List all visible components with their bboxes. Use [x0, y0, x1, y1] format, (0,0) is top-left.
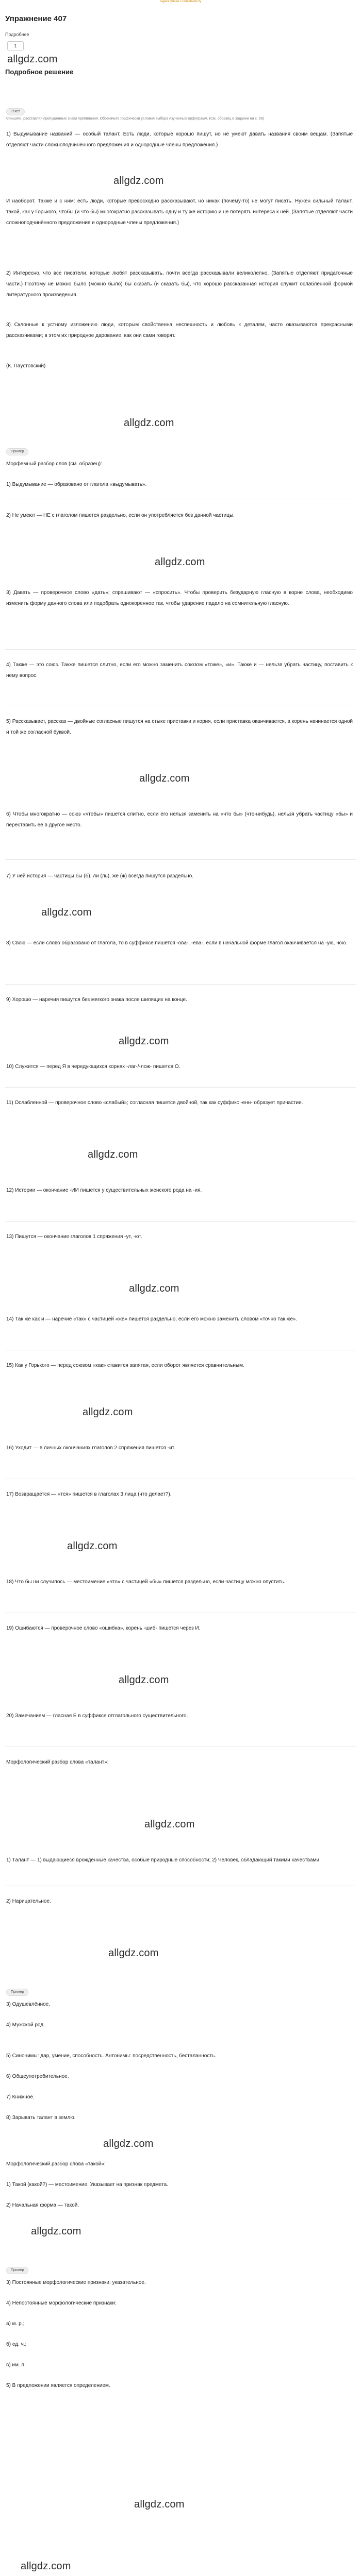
watermark: allgdz.com: [31, 2226, 81, 2237]
paragraph: 1) Выдумывание — образовано от глагола «выдумывать».: [6, 482, 147, 487]
paragraph: 13) Пишутся — окончание глаголов 1 спряжения -ут, -ют.: [6, 1234, 142, 1240]
watermark: allgdz.com: [155, 556, 205, 568]
section-title: Подробное решение: [5, 68, 74, 76]
morph-analysis-label: Пример: [6, 2267, 28, 2274]
divider: [5, 1221, 356, 1222]
divider: [5, 1087, 356, 1088]
watermark: allgdz.com: [7, 54, 58, 65]
paragraph: (К. Паустовский): [6, 363, 46, 369]
paragraph: 7) Книжное.: [6, 2094, 35, 2100]
paragraph: 5) Синонимы: дар, умение, способность. Антонимы: посредственность, бесталанность.: [6, 2053, 216, 2059]
paragraph: 3) Постоянные морфологические признаки: указательное.: [6, 2280, 146, 2285]
paragraph: 8) Зарывать талант в землю.: [6, 2115, 76, 2121]
paragraph: 5) В предложении является определением.: [6, 2383, 110, 2388]
watermark: allgdz.com: [144, 1819, 195, 1830]
watermark: allgdz.com: [108, 1947, 159, 1959]
paragraph: 3) Склонные к устному изложению люди, которым свойственна неспешность и любовь к деталям, часто оказываются прекрасными рассказчиками; в этом их природное дарование, как они сами говорят.: [6, 322, 353, 338]
paragraph: 17) Возвращается — «тся» пишется в глаголах 3 лица (что делает?).: [6, 1492, 172, 1497]
paragraph: 20) Замечанием — гласная Е в суффиксе отглагольного существительного.: [6, 1713, 188, 1719]
paragraph: 2) Не умеют — НЕ с глаголом пишется раздельно, если он употребляется без данной частицы.: [6, 513, 235, 518]
paragraph: 2) Нарицательное.: [6, 1899, 51, 1904]
watermark: allgdz.com: [67, 1540, 118, 1552]
paragraph: 3) Одушевлённое.: [6, 2002, 51, 2007]
paragraph: 11) Ослабленной — проверочное слово «слабый»; согласная пишется двойной, так как суффикс -енн- образует причастие.: [6, 1100, 303, 1106]
paragraph: 8) Свою — если слово образовано от глагола, то в суффиксе пишется -ова-, -ева-, если в начальной форме глагол оканчивается на -ую, -юю.: [6, 940, 348, 946]
watermark: allgdz.com: [103, 2138, 154, 2149]
divider: [5, 649, 356, 650]
paragraph: И наоборот. Также и с ним: есть люди, которые превосходно рассказывают, но никак (почему-то) не могут писать. Нужен сильный талант, такой, как у Горького, чтобы (и что бы) многократно рассказывать одну и ту же историю и не потерять интереса к ней. (Запятые отделяют части сложноподчинённого предложения и однородные члены предложения.): [6, 198, 353, 226]
paragraph: 2) Начальная форма — такой.: [6, 2202, 79, 2208]
paragraph: 15) Как у Горького — перед союзом «как» ставится запятая, если оборот является сравнительным.: [6, 1363, 244, 1368]
paragraph: 12) Истории — окончание -ИИ пишется у существительных женского рода на -ия.: [6, 1188, 202, 1193]
paragraph: 1) Такой (какой?) — местоимение. Указывает на признак предмета.: [6, 2182, 168, 2188]
paragraph: Морфологический разбор слова «такой»:: [6, 2161, 106, 2167]
paragraph: 19) Ошибаются — проверочное слово «ошибка», корень -шиб- пишется через И.: [6, 1625, 201, 1631]
watermark: allgdz.com: [139, 773, 190, 784]
page-title: Упражнение 407: [5, 14, 67, 23]
watermark: allgdz.com: [88, 1149, 138, 1160]
paragraph: 5) Рассказывает, рассказ — двойные согласные пишутся на стыке приставки и корня, если приставка оканчивается, а корень начинается одной и той же согласной буквой.: [6, 719, 353, 735]
top-ad-banner[interactable]: Будьте умнее с Решебник.Ру: [159, 0, 202, 3]
paragraph: 2) Интересно, что все писатели, которые любят рассказывать, почти всегда рассказывали великолепно. (Запятые отделяют придаточные части.) Поэтому не можно было (можно было) бы сказать (и сказать бы), что хорошо рассказанная история служит ослабленной формой литературного произведения.: [6, 270, 353, 298]
paragraph: 4) Также — это союз. Также пишется слитно, если его можно заменить союзом «тоже», «и». Также и — нельзя убрать частицу, поставить к нему вопрос.: [6, 662, 353, 679]
watermark: allgdz.com: [113, 175, 164, 187]
paragraph: 14) Так же как и — наречие «так» с частицей «же» пишется раздельно, если его можно заменить словом «точно так же».: [6, 1316, 298, 1322]
watermark: allgdz.com: [129, 1283, 179, 1294]
watermark: allgdz.com: [83, 1406, 133, 1418]
paragraph: 7) У ней история — частицы бы (б), ли (ль), же (ж) всегда пишутся раздельно.: [6, 873, 194, 879]
watermark: allgdz.com: [124, 417, 174, 429]
watermark: allgdz.com: [119, 1036, 169, 1047]
paragraph: Морфологический разбор слова «талант»:: [6, 1759, 109, 1765]
paragraph: б) ед. ч.;: [6, 2342, 27, 2347]
watermark: allgdz.com: [21, 2561, 71, 2572]
analysis-label: Пример: [6, 448, 28, 455]
details-link[interactable]: Подробнее: [5, 32, 29, 37]
paragraph: Морфемный разбор слов (см. образец):: [6, 461, 102, 467]
paragraph: 1) Выдумывание названий — особый талант. Есть люди, которые хорошо пишут, но не умеют давать названия своим вещам. (Запятые отделяют части сложноподчинённого предложения и однородные члены предложения.): [6, 131, 353, 148]
morph-analysis-label: Пример: [6, 1989, 28, 1996]
task-label: Текст: [6, 108, 25, 115]
paragraph: 18) Что бы ни случилось — местоимение «что» с частицей «бы» пишется раздельно, если частицу можно опустить.: [6, 1579, 286, 1585]
task-note: Спишите, расставляя пропущенные знаки препинания. Обозначьте графически условия выбора изученных орфограмм. (См. образец в задании на с. 99): [6, 117, 264, 121]
watermark: allgdz.com: [119, 1674, 169, 1686]
paragraph: 4) Мужской род.: [6, 2022, 45, 2028]
divider: [5, 859, 356, 860]
paragraph: 6) Чтобы многократно — союз «чтобы» пишется слитно, если его нельзя заменить на «что бы» (что-нибудь), нельзя убрать частицу «бы» и переставить её в другое место.: [6, 811, 353, 828]
divider: [5, 984, 356, 985]
watermark: allgdz.com: [41, 907, 92, 918]
exercise-number-input[interactable]: [7, 41, 24, 50]
paragraph: 4) Непостоянные морфологические признаки:: [6, 2300, 117, 2306]
paragraph: а) м. р.;: [6, 2321, 25, 2327]
paragraph: 6) Общеупотребительное.: [6, 2074, 69, 2079]
paragraph: 3) Давать — проверочное слово «дать»; спрашивают — «спросить». Чтобы проверить безударную гласную в корне слова, необходимо изменить форму данного слова или подобрать однокоренное так, чтобы ударение падало на сомнительную гласную.: [6, 590, 353, 606]
paragraph: 9) Хорошо — наречия пишутся без мягкого знака после шипящих на конце.: [6, 997, 187, 1003]
paragraph: в) им. п.: [6, 2362, 26, 2368]
paragraph: 16) Уходит — в личных окончаниях глаголов 2 спряжения пишется -ит.: [6, 1445, 175, 1451]
watermark: allgdz.com: [134, 2499, 185, 2510]
paragraph: 1) Талант — 1) выдающиеся врождённые качества, особые природные способности; 2) Человек, обладающий такими качествами.: [6, 1857, 321, 1863]
paragraph: 10) Служится — перед Я в чередующихся корнях -лаг-/-лож- пишется О.: [6, 1064, 180, 1070]
